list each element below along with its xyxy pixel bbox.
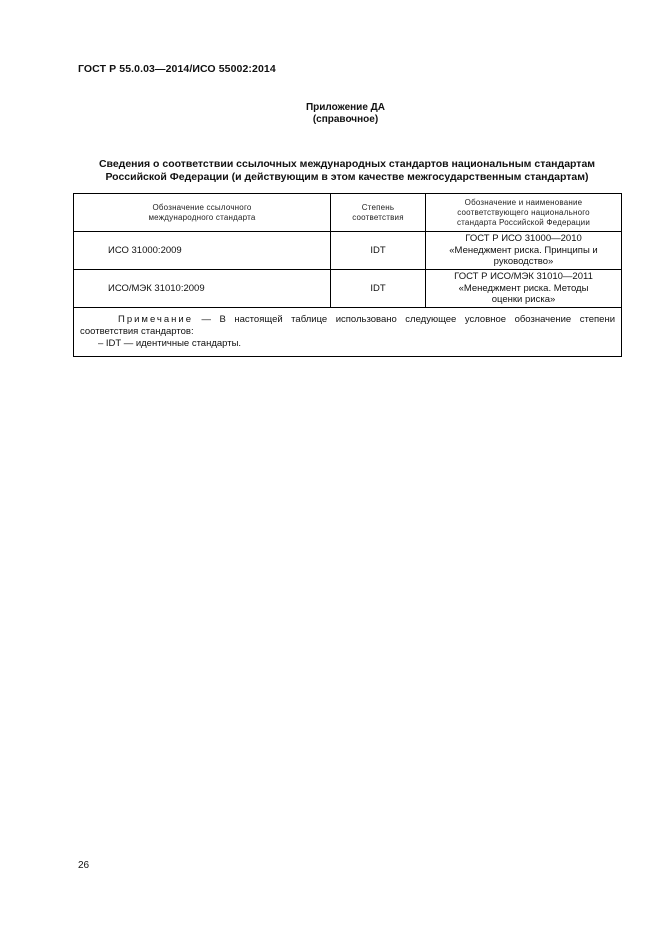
note-text: — В настоящей таблице использовано следующее условное обозначение степени (201, 314, 615, 325)
national-standard-line: ГОСТ Р ИСО 31000—2010 (465, 233, 582, 245)
header-ref-standard (74, 194, 331, 232)
table-row (74, 232, 622, 270)
note-line1 (80, 314, 615, 326)
table-note-row (74, 308, 622, 357)
ref-standard-cell: ИСО/МЭК 31010:2009 (74, 270, 331, 308)
document-code-header: ГОСТ Р 55.0.03—2014/ИСО 55002:2014 (78, 63, 276, 75)
header-degree-line2: соответствия (352, 212, 404, 222)
national-standard-line: руководство» (493, 256, 554, 268)
section-title-line2: Российской Федерации (и действующим в этом качестве межгосударственным стандартам) (105, 171, 589, 183)
header-nat-line2: соответствующего национального (457, 207, 590, 217)
note-label: Примечание (118, 314, 193, 325)
national-standard-cell (426, 270, 622, 308)
header-ref-line1: Обозначение ссылочного (152, 202, 252, 212)
table-header-row (74, 194, 622, 232)
degree-cell: IDT (331, 232, 426, 270)
appendix-subtitle: (справочное) (312, 114, 379, 125)
table-note (74, 308, 622, 357)
appendix-heading (0, 102, 661, 126)
section-title (72, 158, 622, 184)
national-standard-line: оценки риска» (491, 294, 556, 306)
degree-cell: IDT (331, 270, 426, 308)
note-bullet: – IDT — идентичные стандарты. (98, 338, 242, 349)
header-ref-line2: международного стандарта (148, 212, 256, 222)
ref-standard-cell: ИСО 31000:2009 (74, 232, 331, 270)
header-degree-line1: Степень (361, 202, 395, 212)
header-degree (331, 194, 426, 232)
table-row (74, 270, 622, 308)
national-standard-line: «Менеджмент риска. Принципы и (449, 244, 598, 256)
national-standard-line: «Менеджмент риска. Методы (458, 282, 589, 294)
header-nat-line1: Обозначение и наименование (464, 197, 583, 207)
standards-correspondence-table (73, 193, 622, 357)
national-standard-cell (426, 232, 622, 270)
section-title-line1: Сведения о соответствии ссылочных международных стандартов национальным стандартам (98, 158, 596, 170)
appendix-title: Приложение ДА (305, 102, 386, 113)
page-number: 26 (78, 860, 90, 871)
national-standard-line: ГОСТ Р ИСО/МЭК 31010—2011 (454, 271, 593, 283)
header-national-standard (426, 194, 622, 232)
note-line2: соответствия стандартов: (80, 326, 194, 337)
header-nat-line3: стандарта Российской Федерации (456, 217, 591, 227)
